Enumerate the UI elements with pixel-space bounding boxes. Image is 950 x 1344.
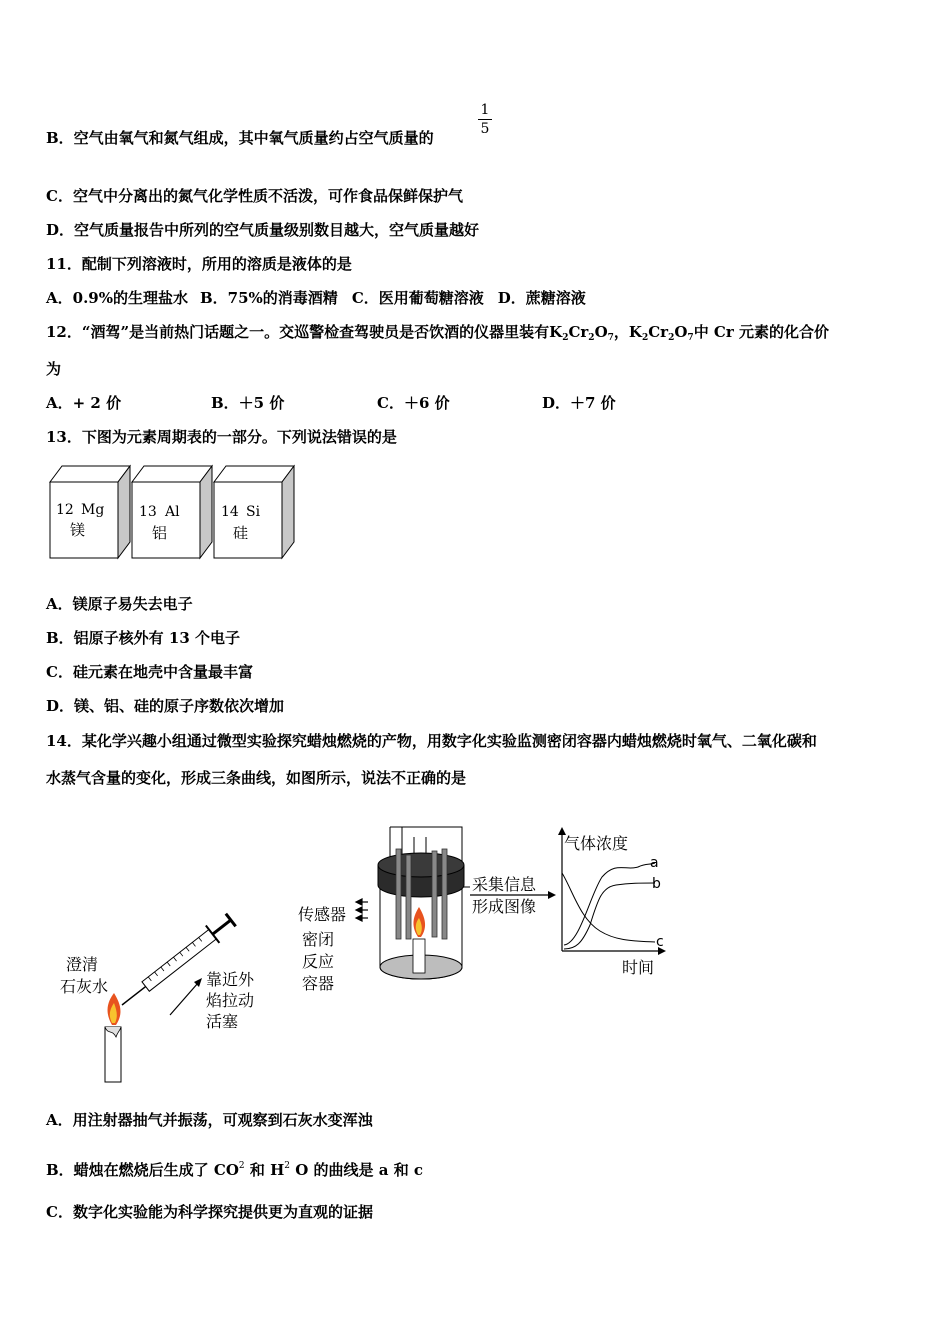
label-sensor: 传感器 — [298, 905, 347, 924]
q14-option-a: A．用注射器抽气并振荡，可观察到石灰水变浑浊 — [46, 1111, 373, 1129]
element-cell-mg — [50, 466, 130, 558]
q11-option-d: D．蔗糖溶液 — [497, 289, 586, 307]
q12-option-c: C．＋6 价 — [377, 394, 450, 412]
q11-option-a: A．0.9%的生理盐水 — [46, 289, 188, 307]
label-pull-2: 焰拉动 — [206, 991, 255, 1010]
label-pull-1: 靠近外 — [206, 970, 255, 989]
element-name: 镁 — [70, 521, 86, 539]
periodic-table-cells — [46, 460, 296, 562]
element-number: 14 — [221, 504, 239, 520]
q12-stem-part1: 12．“酒驾”是当前热门话题之一。交巡警检查驾驶员是否饮酒的仪器里装有 — [46, 323, 550, 341]
q12-option-b: B．＋5 价 — [211, 394, 285, 412]
fraction-one-fifth — [478, 102, 492, 137]
curve-c-label: c — [656, 934, 664, 950]
element-cell-si — [214, 466, 294, 558]
element-name: 铝 — [152, 524, 168, 542]
label-collect-1: 采集信息 — [472, 875, 537, 894]
label-collect-2: 形成图像 — [472, 897, 537, 916]
candle-left — [105, 993, 121, 1082]
chart-y-label: 气体浓度 — [564, 834, 629, 853]
fraction-bar — [478, 119, 492, 120]
q13-option-a: A．镁原子易失去电子 — [46, 595, 193, 613]
element-symbol: Si — [246, 504, 261, 520]
formula-k2cr2o7-2: $K_2Cr_2O_7$ — [628, 323, 694, 343]
concentration-chart — [558, 827, 666, 977]
curve-b-label: b — [652, 876, 661, 892]
q13-option-d: D．镁、铝、硅的原子序数依次增加 — [46, 697, 285, 715]
q14-stem-line1: 14．某化学兴趣小组通过微型实验探究蜡烛燃烧的产物，用数字化实验监测密闭容器内蜡烛燃烧时氧气、二氧化碳和 — [46, 732, 817, 750]
q11-option-c: C．医用葡萄糖溶液 — [351, 289, 484, 307]
q14-experiment-figure — [50, 815, 690, 1090]
element-cell-al — [132, 466, 212, 558]
q10-option-b — [46, 128, 434, 148]
label-container-2: 反应 — [302, 952, 335, 971]
element-number: 13 — [139, 504, 157, 520]
label-limewater-2: 石灰水 — [60, 977, 109, 996]
q12-option-d: D．＋7 价 — [542, 394, 616, 412]
q11-stem: 11．配制下列溶液时，所用的溶质是液体的是 — [46, 255, 352, 273]
sealed-container — [298, 827, 556, 993]
syringe-apparatus — [60, 911, 255, 1082]
q10-option-c: C．空气中分离出的氮气化学性质不活泼，可作食品保鲜保护气 — [46, 187, 463, 205]
q14-option-c: C．数字化实验能为科学探究提供更为直观的证据 — [46, 1203, 373, 1221]
element-symbol: Al — [165, 504, 180, 520]
q12-stem: 12．“酒驾”是当前热门话题之一。交巡警检查驾驶员是否饮酒的仪器里装有$K_2Cr_2O_7$，$K_2Cr_2O_7$中 Cr 元素的化合价 — [46, 323, 829, 343]
label-limewater-1: 澄清 — [66, 955, 99, 974]
element-number: 12 — [56, 502, 74, 518]
element-name: 硅 — [233, 524, 249, 542]
q14-option-b: B．蜡烛在燃烧后生成了 $CO^2$ 和 $H^2$ O 的曲线是 a 和 c — [46, 1161, 424, 1179]
label-container-3: 容器 — [302, 974, 335, 993]
q13-stem: 13．下图为元素周期表的一部分。下列说法错误的是 — [46, 428, 397, 446]
q12-stem-part3: 为 — [46, 360, 62, 378]
q11-option-b: B．75%的消毒酒精 — [200, 289, 338, 307]
q14-stem-line2: 水蒸气含量的变化，形成三条曲线，如图所示，说法不正确的是 — [46, 769, 467, 787]
chart-x-label: 时间 — [622, 958, 655, 977]
q10-option-d: D．空气质量报告中所列的空气质量级别数目越大，空气质量越好 — [46, 221, 480, 239]
curve-b — [564, 883, 655, 949]
formula-k2cr2o7-1: $K_2Cr_2O_7$ — [549, 323, 614, 343]
label-pull-3: 活塞 — [206, 1012, 239, 1031]
q12-option-a: A．+ 2 价 — [46, 394, 122, 412]
q10-option-b-text: B．空气由氧气和氮气组成，其中氧气质量约占空气质量的 — [46, 129, 434, 147]
fraction-denominator: 5 — [480, 121, 490, 137]
element-symbol: Mg — [81, 502, 105, 518]
curve-a-label: a — [650, 855, 659, 871]
fraction-numerator: 1 — [480, 102, 490, 118]
q13-option-c: C．硅元素在地壳中含量最丰富 — [46, 663, 253, 681]
q12-stem-part2: 中 Cr 元素的化合价 — [693, 323, 829, 341]
q11-options — [46, 288, 586, 308]
q13-option-b: B．铝原子核外有 13 个电子 — [46, 629, 240, 647]
label-container-1: 密闭 — [302, 930, 335, 949]
